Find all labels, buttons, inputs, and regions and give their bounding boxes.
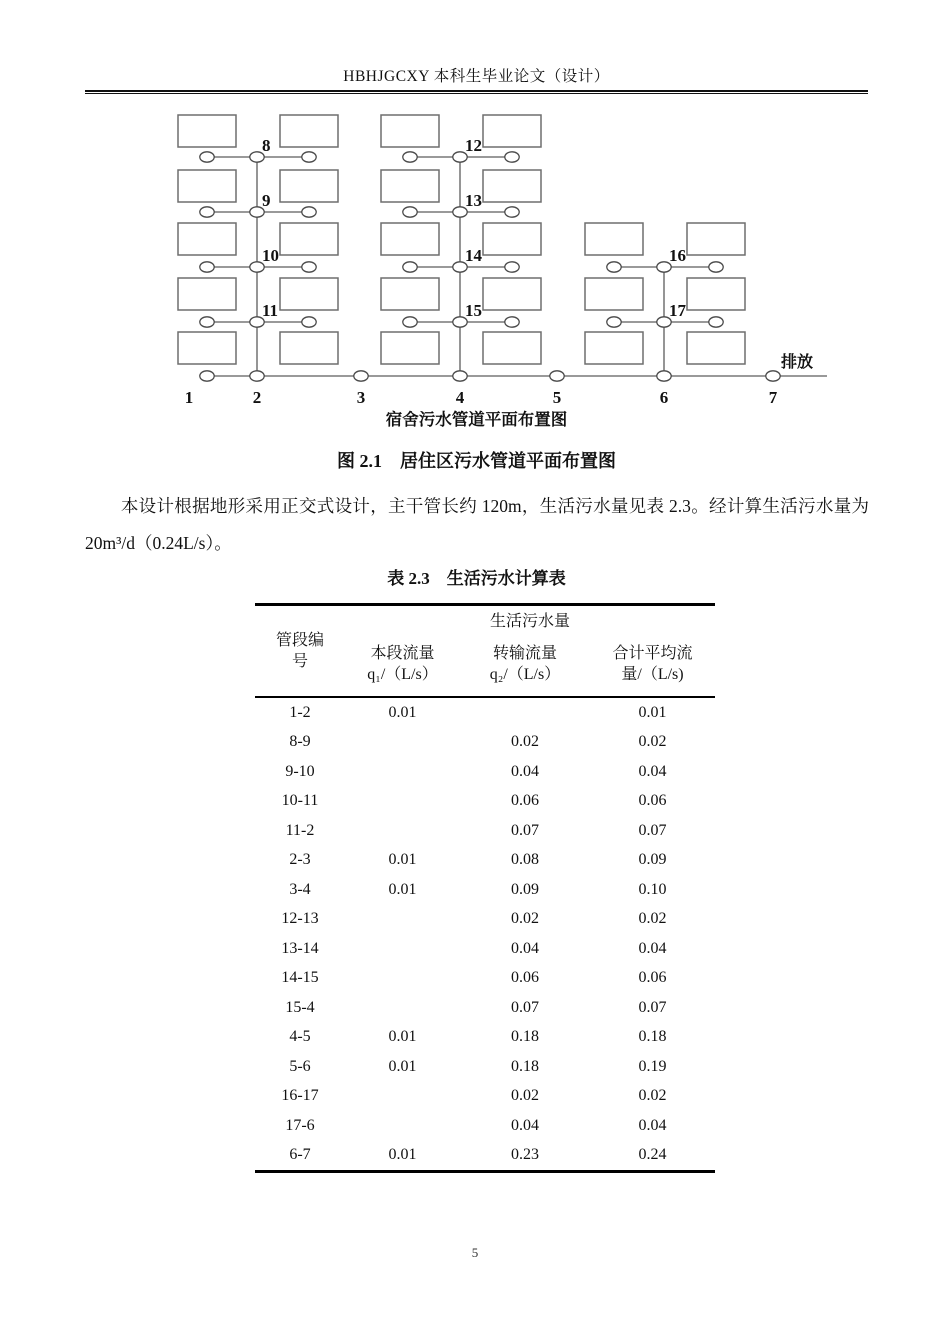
building-rect: [585, 278, 643, 310]
manhole-circle: [766, 371, 780, 381]
cell-value: 0.07: [511, 821, 539, 839]
cell-segment: 8-9: [289, 733, 311, 751]
building-rect: [483, 223, 541, 255]
manhole-circle: [709, 317, 723, 327]
diagram-node-label: 4: [455, 388, 465, 405]
manhole-circle: [657, 371, 671, 381]
manhole-circle: [403, 262, 417, 272]
cell-segment: 3-4: [289, 880, 311, 898]
cell-value: 0.06: [638, 792, 667, 810]
building-rect: [687, 278, 745, 310]
cell-segment: 6-7: [289, 1146, 311, 1164]
manhole-circle: [302, 262, 316, 272]
figure-caption: 图 2.1 居住区污水管道平面布置图: [337, 451, 616, 471]
diagram-node-label: 16: [669, 246, 686, 265]
table-row: [255, 1082, 715, 1112]
cell-value: 0.18: [638, 1028, 667, 1046]
manhole-circle: [250, 371, 264, 381]
building-rect: [483, 278, 541, 310]
diagram-node-label: 5: [552, 388, 562, 405]
building-rect: [280, 223, 338, 255]
building-rect: [178, 223, 236, 255]
building-rect: [585, 223, 643, 255]
cell-value: 0.01: [388, 880, 417, 898]
diagram-node-label: 7: [768, 388, 778, 405]
cell-value: 0.02: [511, 733, 539, 751]
cell-value: 0.01: [638, 703, 667, 721]
cell-value: 0.01: [388, 851, 417, 869]
col-header-q1: 本段流量 q₁/（L/s）: [367, 645, 438, 683]
cell-value: 0.02: [638, 733, 667, 751]
cell-value: 0.07: [511, 998, 539, 1016]
building-rect: [381, 170, 439, 202]
cell-value: 0.01: [388, 1057, 417, 1075]
cell-value: [345, 728, 460, 758]
diagram-node-label: 13: [465, 191, 482, 210]
building-rect: [280, 278, 338, 310]
cell-segment: 9-10: [285, 762, 315, 780]
discharge-label: 排放: [780, 354, 814, 371]
cell-value: 0.18: [511, 1057, 539, 1075]
diagram-node-label: 15: [465, 301, 482, 320]
manhole-circle: [302, 317, 316, 327]
cell-segment: 4-5: [289, 1028, 311, 1046]
cell-value: [345, 1111, 460, 1141]
diagram-node-label: 1: [184, 388, 194, 405]
cell-value: 0.23: [511, 1146, 539, 1164]
building-rect: [483, 115, 541, 147]
manhole-circle: [354, 371, 368, 381]
cell-value: 0.09: [638, 851, 667, 869]
cell-segment: 17-6: [285, 1116, 315, 1134]
manhole-circle: [200, 371, 214, 381]
cell-value: 0.24: [638, 1146, 667, 1164]
manhole-circle: [200, 317, 214, 327]
cell-value: [345, 905, 460, 935]
cell-segment: 14-15: [281, 969, 319, 987]
diagram-node-label: 6: [659, 388, 669, 405]
manhole-circle: [607, 317, 621, 327]
sewage-calc-table-wrap: [255, 603, 715, 1173]
cell-value: 0.08: [511, 851, 539, 869]
manhole-circle: [200, 262, 214, 272]
body-paragraph: 本设计根据地形采用正交式设计，主干管长约 120m，生活污水量见表 2.3。经计算生活污水量为 20m³/d（0.24L/s）。: [85, 496, 869, 553]
cell-value: [345, 964, 460, 994]
table-row: [255, 1023, 715, 1053]
building-rect: [280, 170, 338, 202]
manhole-circle: [200, 207, 214, 217]
cell-value: [345, 993, 460, 1023]
building-rect: [483, 170, 541, 202]
cell-value: 0.04: [511, 762, 539, 780]
table-row: [255, 1052, 715, 1082]
cell-value: 0.02: [638, 910, 667, 928]
cell-value: [345, 816, 460, 846]
table-title: 表 2.3 生活污水计算表: [387, 569, 566, 588]
manhole-circle: [505, 207, 519, 217]
cell-value: 0.04: [638, 1116, 667, 1134]
cell-value: 0.07: [638, 821, 667, 839]
manhole-circle: [607, 262, 621, 272]
cell-segment: 13-14: [281, 939, 319, 957]
diagram-node-label: 14: [465, 246, 482, 265]
cell-segment: 1-2: [289, 703, 311, 721]
manhole-circle: [550, 371, 564, 381]
table-row: [255, 697, 715, 728]
cell-segment: 2-3: [289, 851, 311, 869]
cell-value: [345, 934, 460, 964]
cell-value: 0.01: [388, 1146, 417, 1164]
cell-value: 0.06: [511, 792, 539, 810]
cell-value: 0.02: [638, 1087, 667, 1105]
table-row: [255, 1111, 715, 1141]
cell-value: [345, 1082, 460, 1112]
cell-segment: 15-4: [285, 998, 315, 1016]
manhole-circle: [403, 207, 417, 217]
table-row: [255, 993, 715, 1023]
pipe-layout-diagram: [0, 0, 950, 405]
diagram-node-label: 3: [356, 388, 366, 405]
cell-segment: 5-6: [289, 1057, 311, 1075]
col-header-segment: 管段编号: [275, 632, 324, 670]
diagram-caption: 宿舍污水管道平面布置图: [385, 410, 568, 429]
cell-value: 0.07: [638, 998, 667, 1016]
diagram-node-label: 10: [262, 246, 279, 265]
manhole-circle: [709, 262, 723, 272]
page-header-title: HBHJGCXY 本科生毕业论文（设计）: [343, 68, 610, 85]
cell-value: 0.01: [388, 703, 417, 721]
cell-value: 0.04: [511, 939, 539, 957]
building-rect: [280, 332, 338, 364]
cell-value: [460, 697, 590, 728]
building-rect: [178, 170, 236, 202]
manhole-circle: [403, 317, 417, 327]
table-row: [255, 905, 715, 935]
cell-value: [345, 787, 460, 817]
building-rect: [178, 278, 236, 310]
cell-value: 0.04: [511, 1116, 539, 1134]
table-row: [255, 846, 715, 876]
diagram-node-label: 17: [669, 301, 686, 320]
building-rect: [178, 115, 236, 147]
manhole-circle: [200, 152, 214, 162]
manhole-circle: [453, 371, 467, 381]
cell-value: 0.06: [638, 969, 667, 987]
cell-segment: 12-13: [281, 910, 319, 928]
building-rect: [381, 278, 439, 310]
cell-value: 0.18: [511, 1028, 539, 1046]
diagram-node-label: 9: [262, 191, 271, 210]
cell-value: 0.19: [638, 1057, 667, 1075]
building-rect: [687, 223, 745, 255]
table-row: [255, 757, 715, 787]
cell-segment: 10-11: [281, 792, 319, 810]
table-row: [255, 1141, 715, 1172]
manhole-circle: [505, 317, 519, 327]
cell-segment: 11-2: [285, 821, 315, 839]
table-row: [255, 934, 715, 964]
table-row: [255, 875, 715, 905]
building-rect: [585, 332, 643, 364]
manhole-circle: [505, 262, 519, 272]
building-rect: [280, 115, 338, 147]
col-header-total: 合计平均流量/（L/s): [612, 645, 693, 683]
cell-value: 0.01: [388, 1028, 417, 1046]
manhole-circle: [403, 152, 417, 162]
table-row: [255, 816, 715, 846]
table-row: [255, 787, 715, 817]
manhole-circle: [505, 152, 519, 162]
building-rect: [178, 332, 236, 364]
col-header-group: 生活污水量: [489, 612, 570, 630]
building-rect: [381, 115, 439, 147]
table-row: [255, 964, 715, 994]
cell-segment: 16-17: [281, 1087, 319, 1105]
table-row: [255, 728, 715, 758]
diagram-node-label: 12: [465, 136, 482, 155]
cell-value: 0.02: [511, 1087, 539, 1105]
cell-value: 0.06: [511, 969, 539, 987]
sewage-calc-table: [255, 603, 715, 1173]
cell-value: 0.04: [638, 939, 667, 957]
building-rect: [687, 332, 745, 364]
building-rect: [483, 332, 541, 364]
cell-value: [345, 757, 460, 787]
col-header-q2: 转输流量 q₂/（L/s）: [489, 645, 561, 683]
manhole-circle: [302, 152, 316, 162]
cell-value: 0.10: [638, 880, 667, 898]
diagram-node-label: 2: [252, 388, 262, 405]
cell-value: 0.02: [511, 910, 539, 928]
building-rect: [381, 223, 439, 255]
cell-value: 0.04: [638, 762, 667, 780]
cell-value: 0.09: [511, 880, 539, 898]
manhole-circle: [302, 207, 316, 217]
page-number: 5: [471, 1245, 479, 1260]
diagram-node-label: 11: [262, 301, 279, 320]
diagram-node-label: 8: [262, 136, 271, 155]
building-rect: [381, 332, 439, 364]
